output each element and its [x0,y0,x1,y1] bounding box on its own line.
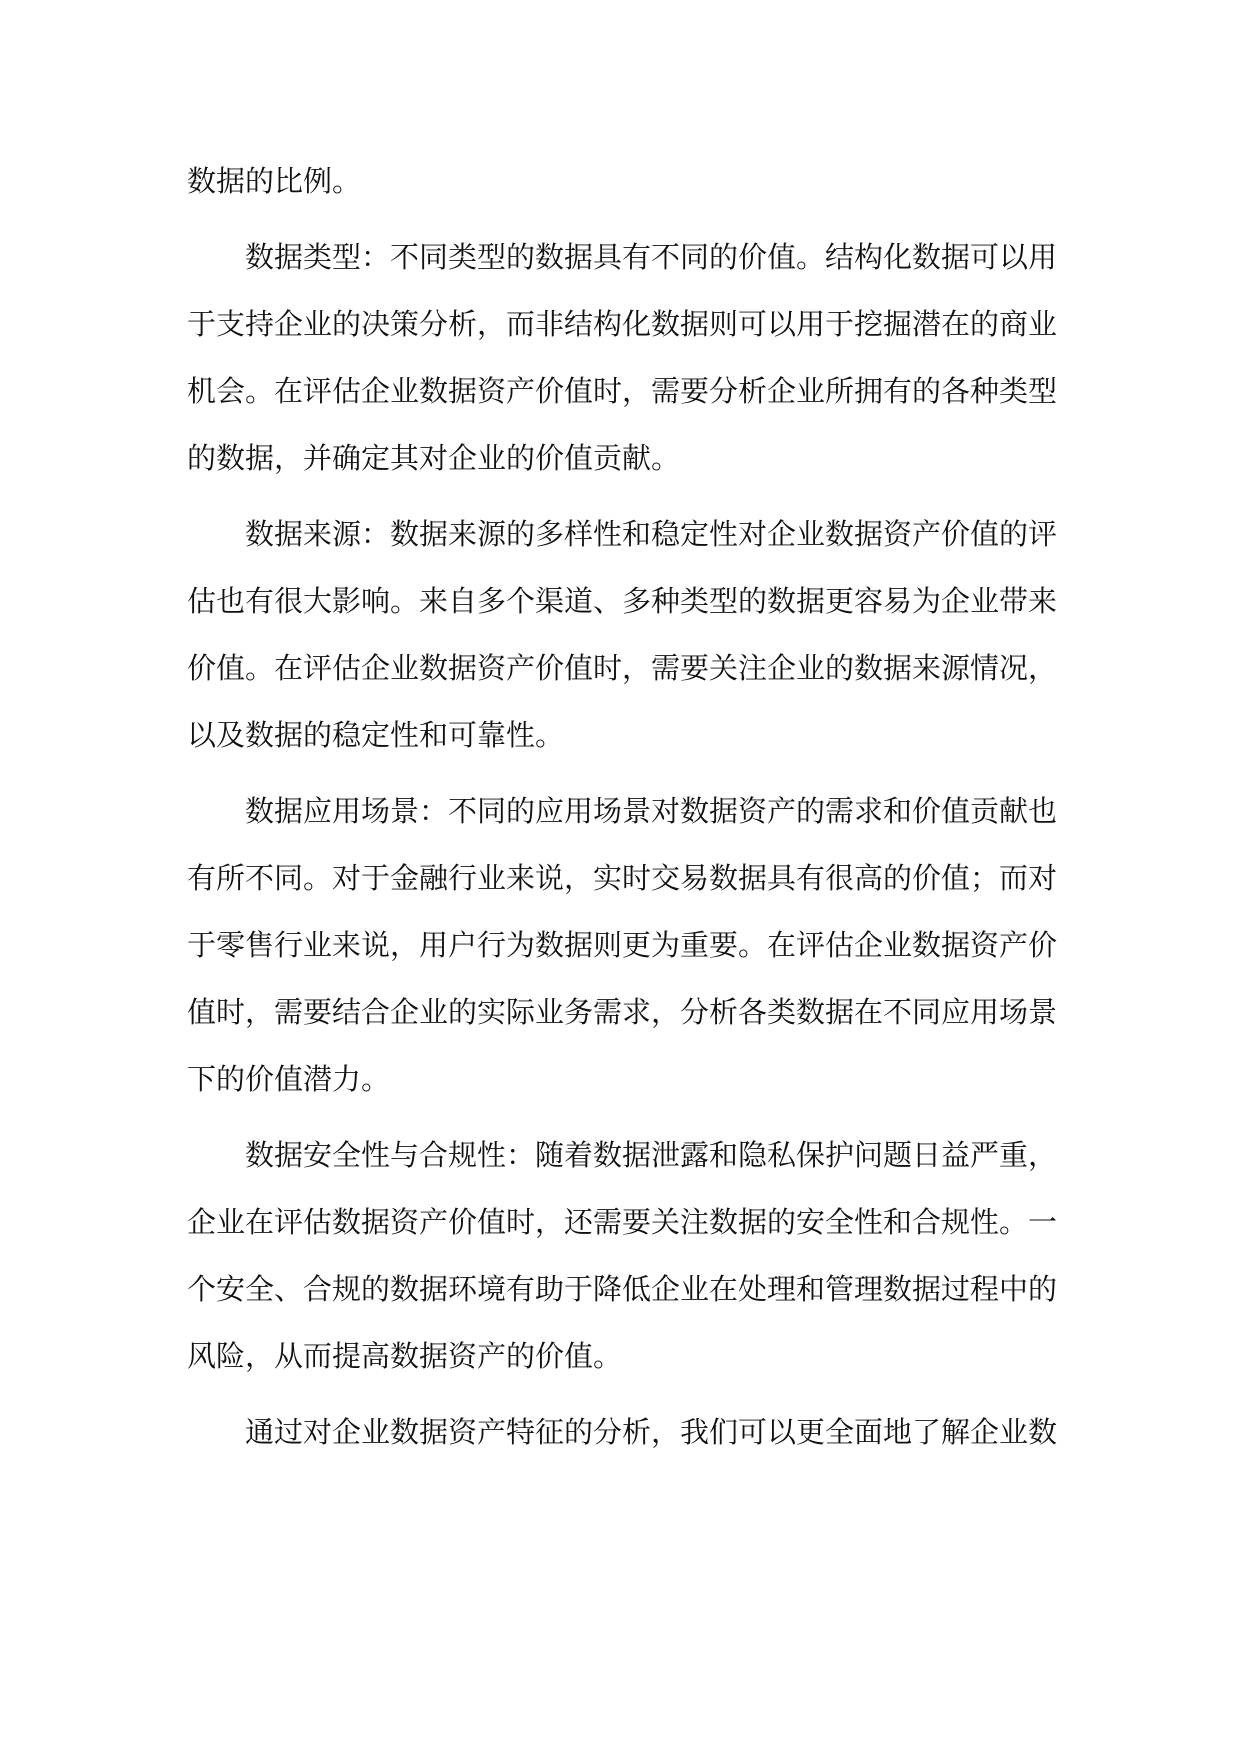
paragraph-continuation: 数据的比例。 [187,164,362,198]
paragraph-data-type: 数据类型：不同类型的数据具有不同的价值。结构化数据可以用于支持企业的决策分析，而非结构化数据则可以用于挖掘潜在的商业机会。在评估企业数据资产价值时，需要分析企业所拥有的各种类型的数据，并确定其对企业的价值贡献。 [187,240,1058,475]
paragraph-data-application: 数据应用场景：不同的应用场景对数据资产的需求和价值贡献也有所不同。对于金融行业来说，实时交易数据具有很高的价值；而对于零售行业来说，用户行为数据则更为重要。在评估企业数据资产价值时，需要结合企业的实际业务需求，分析各类数据在不同应用场景下的价值潜力。 [187,794,1058,1096]
paragraph-conclusion: 通过对企业数据资产特征的分析，我们可以更全面地了解企业数 [245,1415,1058,1449]
paragraph-data-source: 数据来源：数据来源的多样性和稳定性对企业数据资产价值的评估也有很大影响。来自多个渠道、多种类型的数据更容易为企业带来价值。在评估企业数据资产价值时，需要关注企业的数据来源情况，以及数据的稳定性和可靠性。 [187,517,1058,752]
document-body [187,148,1057,1475]
paragraph-data-security: 数据安全性与合规性：随着数据泄露和隐私保护问题日益严重，企业在评估数据资产价值时，还需要关注数据的安全性和合规性。一个安全、合规的数据环境有助于降低企业在处理和管理数据过程中的风险，从而提高数据资产的价值。 [187,1138,1058,1373]
